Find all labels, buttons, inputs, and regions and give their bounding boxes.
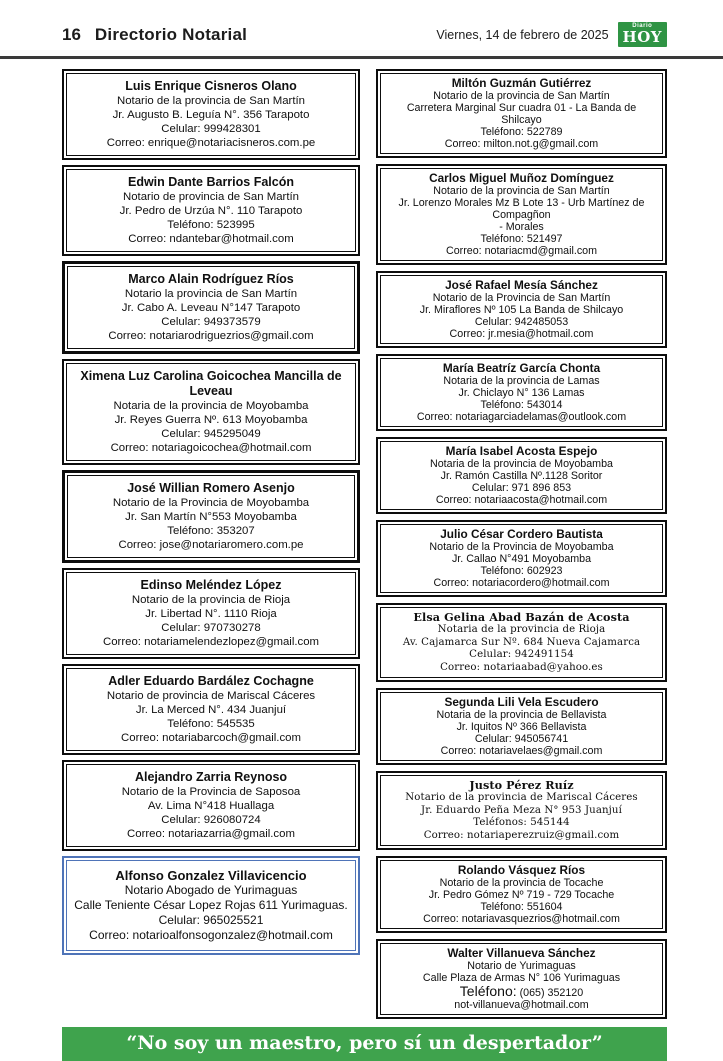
notary-name: José Rafael Mesía Sánchez bbox=[445, 278, 598, 292]
right-column bbox=[376, 69, 667, 1019]
notary-name: Luis Enrique Cisneros Olano bbox=[125, 79, 297, 93]
notary-address: Carretera Marginal Sur cuadra 01 - La Banda de Shilcayo bbox=[406, 102, 637, 126]
phone-value: (065) 352120 bbox=[519, 987, 584, 999]
notary-title: Notario de la provincia de Mariscal Cáceres bbox=[405, 792, 638, 803]
notary-title: Notaria de la provincia de Lamas bbox=[443, 375, 600, 387]
page-header bbox=[62, 22, 667, 47]
card-walter-villanueva bbox=[376, 939, 667, 1019]
notary-email: not-villanueva@hotmail.com bbox=[454, 999, 589, 1011]
card-ximena-goicochea bbox=[62, 359, 360, 465]
page-number: 16 bbox=[62, 24, 81, 44]
notary-title: Notario de la Provincia de Moyobamba bbox=[112, 497, 310, 509]
notary-address: Calle Plaza de Armas N° 106 Yurimaguas bbox=[422, 972, 621, 984]
notary-phone: Teléfono: 522789 bbox=[480, 126, 563, 138]
notary-phone: Celular: 942491154 bbox=[469, 649, 574, 660]
phone-label: Teléfono: bbox=[459, 983, 517, 999]
card-carlos-munoz bbox=[376, 164, 667, 265]
notary-name: Elsa Gelina Abad Bazán de Acosta bbox=[413, 610, 630, 624]
notary-email: Correo: notariacordero@hotmail.com bbox=[433, 577, 610, 589]
notary-phone: Celular: 971 896 853 bbox=[471, 482, 572, 494]
notary-phone: Celular: 945295049 bbox=[161, 428, 261, 440]
card-adler-bardalez bbox=[62, 664, 360, 755]
notary-title: Notaria de la provincia de Rioja bbox=[437, 624, 606, 635]
notary-title: Notario de la provincia de San Martín bbox=[433, 185, 610, 197]
notary-phone: Teléfono: 543014 bbox=[480, 399, 563, 411]
notary-email: Correo: notariazarria@gmail.com bbox=[127, 828, 295, 840]
card-segunda-vela bbox=[376, 688, 667, 765]
card-elsa-abad bbox=[376, 603, 667, 682]
card-edinso-melendez bbox=[62, 568, 360, 659]
notary-name: María Beatríz García Chonta bbox=[442, 361, 601, 375]
notary-title: Notario de Yurimaguas bbox=[467, 960, 576, 972]
logo-top-text: Diario bbox=[632, 23, 653, 29]
notary-name: Walter Villanueva Sánchez bbox=[447, 946, 596, 960]
card-edwin-barrios bbox=[62, 165, 360, 256]
notary-title: Notaria de la provincia de Moyobamba bbox=[430, 458, 613, 470]
notary-email: Correo: notariamelendezlopez@gmail.com bbox=[102, 636, 320, 648]
notary-title: Notario Abogado de Yurimaguas bbox=[124, 883, 298, 897]
notary-address: Jr. Cabo A. Leveau N°147 Tarapoto bbox=[121, 302, 301, 314]
notary-email: Correo: notariabarcoch@gmail.com bbox=[121, 732, 301, 744]
notary-address: Jr. Ramón Castilla Nº.1128 Soritor bbox=[440, 470, 603, 482]
notary-phone: Teléfono: 523995 bbox=[167, 219, 255, 231]
notary-phone: Celular: 949373579 bbox=[161, 316, 261, 328]
notary-phone: Celular: 945056741 bbox=[474, 733, 569, 745]
notary-address: Jr. Callao N°491 Moyobamba bbox=[451, 553, 592, 565]
notary-address: Jr. San Martín N°553 Moyobamba bbox=[125, 511, 297, 523]
notary-email: Correo: milton.not.g@gmail.com bbox=[444, 138, 599, 150]
quote-banner bbox=[62, 1027, 667, 1061]
card-rolando-vasquez bbox=[376, 856, 667, 933]
notary-address: Jr. Pedro Gómez Nº 719 - 729 Tocache bbox=[428, 889, 615, 901]
notary-email: Correo: notarioalfonsogonzalez@hotmail.com bbox=[89, 928, 333, 942]
notary-address: Jr. Augusto B. Leguía N°. 356 Tarapoto bbox=[112, 109, 310, 121]
card-marco-rodriguez bbox=[62, 261, 360, 354]
notary-name: Segunda Lili Vela Escudero bbox=[444, 695, 599, 709]
notary-email: Correo: enrique@notariacisneros.com.pe bbox=[106, 137, 316, 149]
notary-address: Jr. Pedro de Urzúa N°. 110 Tarapoto bbox=[119, 205, 303, 217]
notary-phone: Teléfonos: 545144 bbox=[473, 817, 570, 828]
notary-phone bbox=[386, 984, 657, 999]
notary-phone: Celular: 965025521 bbox=[158, 913, 264, 927]
notary-name: Alejandro Zarria Reynoso bbox=[134, 770, 288, 784]
notary-title: Notaria de la provincia de Moyobamba bbox=[113, 400, 309, 412]
notary-title: Notario de la Provincia de Saposoa bbox=[121, 786, 301, 798]
notary-title: Notario de la Provincia de Moyobamba bbox=[429, 541, 614, 553]
notary-phone: Celular: 942485053 bbox=[474, 316, 569, 328]
notary-email: Correo: notariarodriguezrios@gmail.com bbox=[108, 330, 314, 342]
notary-name: Carlos Miguel Muñoz Domínguez bbox=[429, 171, 614, 185]
card-jose-romero bbox=[62, 470, 360, 563]
notary-address: Jr. La Merced N°. 434 Juanjuí bbox=[135, 704, 287, 716]
notary-address: Jr. Miraflores Nº 105 La Banda de Shilcayo bbox=[419, 304, 624, 316]
notary-email: Correo: notariavasquezrios@hotmail.com bbox=[423, 913, 620, 925]
notary-email: Correo: notariavelaes@gmail.com bbox=[440, 745, 603, 757]
card-alejandro-zarria bbox=[62, 760, 360, 851]
notary-name: Marco Alain Rodríguez Ríos bbox=[128, 272, 294, 286]
notary-title: Notario de la Provincia de San Martín bbox=[432, 292, 611, 304]
notary-name: Justo Pérez Ruíz bbox=[469, 778, 574, 792]
notary-email: Correo: notariaabad@yahoo.es bbox=[440, 661, 603, 673]
notary-email: Correo: jose@notariaromero.com.pe bbox=[118, 539, 304, 551]
notary-title: Notario de provincia de San Martín bbox=[122, 191, 299, 203]
notary-title: Notario de la provincia de San Martín bbox=[116, 95, 306, 107]
notary-name: Rolando Vásquez Ríos bbox=[457, 863, 586, 877]
notary-title: Notaria de la provincia de Bellavista bbox=[436, 709, 607, 721]
notary-address: Jr. Iquitos Nº 366 Bellavista bbox=[456, 721, 587, 733]
notary-phone: Teléfono: 353207 bbox=[167, 525, 255, 537]
card-julio-cordero bbox=[376, 520, 667, 597]
logo-main-text: HOY bbox=[622, 28, 662, 46]
notary-address: Jr. Eduardo Peña Meza N° 953 Juanjuí bbox=[421, 804, 622, 816]
page-title: Directorio Notarial bbox=[94, 24, 248, 44]
notary-address: Jr. Lorenzo Morales Mz B Lote 13 - Urb Martínez de Compagñon bbox=[398, 197, 645, 221]
notary-email: Correo: notariaperezruiz@gmail.com bbox=[423, 829, 620, 841]
card-alfonso-gonzalez bbox=[62, 856, 360, 955]
notary-address: Av. Lima N°418 Huallaga bbox=[147, 800, 275, 812]
card-maria-garcia bbox=[376, 354, 667, 431]
notary-name: Julio César Cordero Bautista bbox=[440, 527, 603, 541]
card-justo-perez bbox=[376, 771, 667, 850]
card-luis-cisneros bbox=[62, 69, 360, 160]
quote-text: “No soy un maestro, pero sí un despertador” bbox=[126, 1032, 603, 1054]
notary-title: Notario de la provincia de San Martín bbox=[433, 90, 610, 102]
notary-email: Correo: notariagoicochea@hotmail.com bbox=[110, 442, 312, 454]
notary-address: Av. Cajamarca Sur Nº. 684 Nueva Cajamarca bbox=[402, 636, 641, 648]
notary-phone: Teléfono: 602923 bbox=[480, 565, 563, 577]
notary-title: Notario de provincia de Mariscal Cáceres bbox=[106, 690, 316, 702]
notary-title: Notario de la provincia de Rioja bbox=[131, 594, 291, 606]
notary-address: Jr. Chiclayo N° 136 Lamas bbox=[458, 387, 585, 399]
notary-name: Miltón Guzmán Gutiérrez bbox=[451, 76, 592, 90]
notary-email: Correo: jr.mesia@hotmail.com bbox=[449, 328, 594, 340]
header-divider bbox=[0, 56, 723, 59]
card-milton-guzman bbox=[376, 69, 667, 158]
notary-name: Edinso Meléndez López bbox=[140, 578, 282, 592]
notary-phone: Teléfono: 521497 bbox=[480, 233, 563, 245]
directory-columns bbox=[62, 69, 667, 1019]
page-date: Viernes, 14 de febrero de 2025 bbox=[436, 27, 609, 42]
notary-email: Correo: notariacmd@gmail.com bbox=[445, 245, 598, 257]
notary-phone: Celular: 999428301 bbox=[161, 123, 261, 135]
notary-phone: Teléfono: 551604 bbox=[480, 901, 563, 913]
notary-name: Alfonso Gonzalez Villavicencio bbox=[115, 868, 307, 883]
card-maria-acosta bbox=[376, 437, 667, 514]
card-jose-mesia bbox=[376, 271, 667, 348]
notary-address-2: - Morales bbox=[499, 221, 544, 233]
notary-phone: Celular: 926080724 bbox=[161, 814, 261, 826]
notary-phone: Teléfono: 545535 bbox=[167, 718, 255, 730]
notary-name: María Isabel Acosta Espejo bbox=[445, 444, 598, 458]
notary-title: Notario la provincia de San Martín bbox=[124, 288, 298, 300]
notary-phone: Celular: 970730278 bbox=[161, 622, 261, 634]
diario-hoy-logo bbox=[618, 22, 667, 47]
notary-address: Jr. Reyes Guerra Nº. 613 Moyobamba bbox=[114, 414, 308, 426]
notary-email: Correo: notariaacosta@hotmail.com bbox=[435, 494, 608, 506]
notary-email: Correo: ndantebar@hotmail.com bbox=[128, 233, 294, 245]
notary-address: Jr. Libertad N°. 1110 Rioja bbox=[145, 608, 277, 620]
notary-name: Adler Eduardo Bardález Cochagne bbox=[108, 674, 314, 688]
notary-title: Notario de la provincia de Tocache bbox=[439, 877, 604, 889]
notary-name: Ximena Luz Carolina Goicochea Mancilla de Leveau bbox=[80, 369, 342, 398]
left-column bbox=[62, 69, 360, 1019]
notary-name: José Willian Romero Asenjo bbox=[127, 481, 295, 495]
notary-email: Correo: notariagarciadelamas@outlook.com bbox=[416, 411, 627, 423]
notary-address: Calle Teniente César Lopez Rojas 611 Yurimaguas. bbox=[74, 898, 348, 912]
notary-name: Edwin Dante Barrios Falcón bbox=[127, 175, 294, 189]
